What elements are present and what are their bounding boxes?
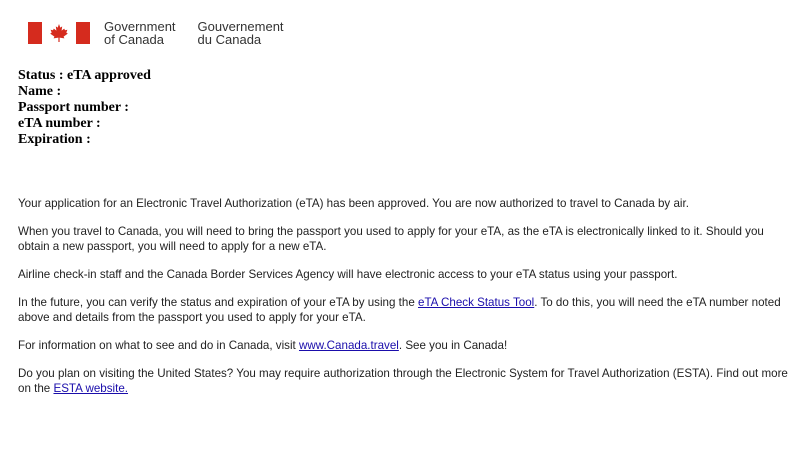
wordmark-french	[198, 20, 284, 46]
passport-number-label: Passport number :	[18, 100, 129, 115]
maple-leaf-icon	[49, 23, 69, 43]
eta-details	[18, 68, 151, 148]
esta-website-link[interactable]: ESTA website.	[53, 382, 129, 395]
status-value: eTA approved	[67, 68, 151, 83]
flag-center	[42, 22, 76, 44]
flag-right-bar	[76, 22, 90, 44]
eta-check-status-tool-link[interactable]: eTA Check Status Tool	[418, 296, 535, 309]
status-label: Status :	[18, 68, 64, 83]
approval-paragraph: Your application for an Electronic Travel Authorization (eTA) has been approved. You are now authorized to travel to Canada by air.	[18, 197, 689, 210]
check-status-paragraph	[18, 295, 788, 325]
passport-number-row	[18, 100, 151, 116]
eta-number-row	[18, 116, 151, 132]
canada-travel-text-after: . See you in Canada!	[398, 339, 508, 352]
canada-travel-link[interactable]: www.Canada.travel	[298, 339, 399, 352]
wordmark-english-line1: Government	[104, 19, 176, 34]
border-access-paragraph: Airline check-in staff and the Canada Border Services Agency will have electronic access to your eTA status using your passport.	[18, 268, 678, 281]
expiration-row	[18, 132, 151, 148]
esta-paragraph	[18, 366, 788, 396]
wordmark-english-line2: of Canada	[104, 32, 164, 47]
check-status-text-before: In the future, you can verify the status and expiration of your eTA by using the	[18, 296, 419, 309]
government-header	[28, 18, 306, 48]
government-wordmark	[104, 20, 306, 46]
email-body	[18, 196, 788, 409]
expiration-label: Expiration :	[18, 132, 91, 147]
name-row	[18, 84, 151, 100]
flag-left-bar	[28, 22, 42, 44]
eta-number-label: eTA number :	[18, 116, 101, 131]
canada-travel-paragraph	[18, 338, 788, 353]
canada-flag-icon	[28, 22, 90, 44]
name-label: Name :	[18, 84, 62, 99]
wordmark-french-line2: du Canada	[197, 32, 262, 47]
passport-paragraph: When you travel to Canada, you will need to bring the passport you used to apply for your eTA, as the eTA is electronically linked to it. Should you obtain a new passport, you will need to apply for a new eTA.	[18, 225, 764, 253]
check-status-text-after: . To do this, you will need the eTA number noted above and details from the passport you used to apply for your eTA.	[18, 296, 781, 324]
status-row	[18, 68, 151, 84]
esta-text-before: Do you plan on visiting the United States? You may require authorization through the Electronic System for Travel Authorization (ESTA). Find out more on the	[18, 367, 788, 395]
canada-travel-text-before: For information on what to see and do in Canada, visit	[18, 339, 299, 352]
wordmark-french-line1: Gouvernement	[197, 19, 284, 34]
wordmark-english	[104, 20, 176, 46]
